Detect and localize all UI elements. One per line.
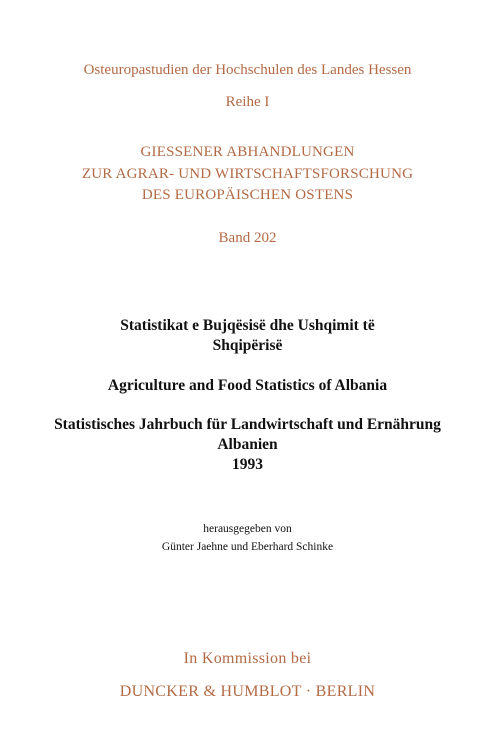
subseries-line-1: GIESSENER ABHANDLUNGEN [140,144,355,160]
title-german-line-2: Albanien [217,436,278,453]
series-title: Osteuropastudien der Hochschulen des Landes Hessen [83,62,412,78]
volume-number: Band 202 [218,230,277,246]
editors-names: Günter Jaehne und Eberhard Schinke [161,541,334,553]
subseries-line-3: DES EUROPÄISCHEN OSTENS [141,187,354,203]
series-number: Reihe I [225,94,270,110]
publisher-commission: In Kommission bei [183,650,312,667]
title-albanian-line-1: Statistikat e Bujqësisë dhe Ushqimit të [120,317,375,334]
title-german-line-1: Statistisches Jahrbuch für Landwirtschaft und Ernährung [54,416,441,433]
title-english: Agriculture and Food Statistics of Albania [107,377,388,394]
title-year: 1993 [232,456,263,473]
publisher-name: DUNCKER & HUMBLOT · BERLIN [119,683,376,700]
subseries-line-2: ZUR AGRAR- UND WIRTSCHAFTSFORSCHUNG [81,166,414,182]
editors-label: herausgegeben von [203,523,292,535]
title-albanian-line-2: Shqipërisë [212,337,283,354]
